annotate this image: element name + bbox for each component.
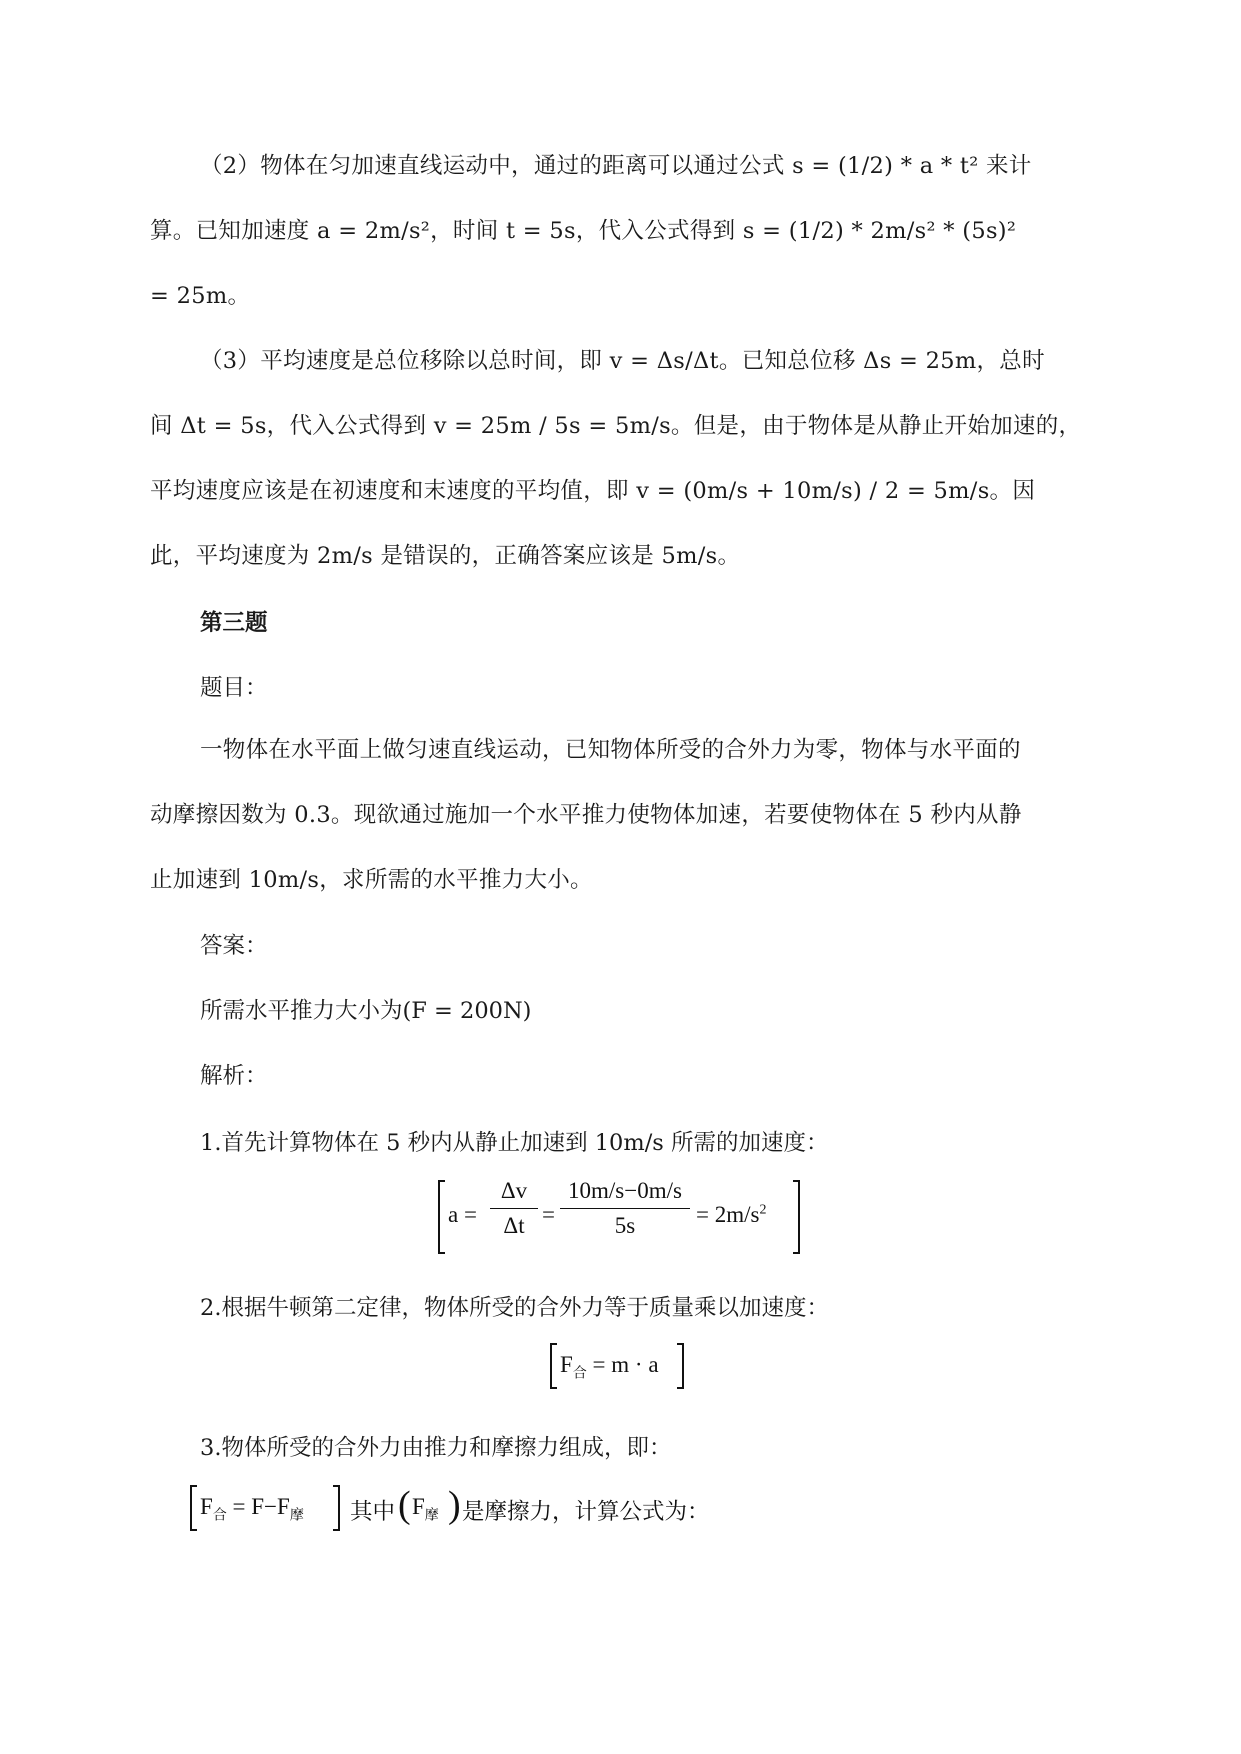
bracket-right [333,1485,340,1531]
eq3-tail: 是摩擦力，计算公式为： [462,1499,710,1525]
part3-line2: 间 Δt = 5s，代入公式得到 v = 25m / 5s = 5m/s。但是，由于物体是从静止开始加速的， [150,413,1082,439]
q3-step1: 1.首先计算物体在 5 秒内从静止加速到 10m/s 所需的加速度： [200,1130,829,1156]
eq3-content: $F_合 = F-F_摩$ [200,1494,304,1524]
eq1-frac1-numerator: Δv [500,1178,528,1203]
eq1-lhs: a = [448,1202,477,1227]
q3-analysis-label: 解析： [200,1063,268,1089]
equation-forces [190,1485,750,1535]
eq3-paren-open: ( [398,1484,411,1526]
eq2-content: $F_合 = m \cdot a$ [560,1352,659,1382]
eq1-rhs: = $2m/s^2$ [696,1202,767,1227]
part2-line1: （2）物体在匀加速直线运动中，通过的距离可以通过公式 s = (1/2) * a * t² 来计 [200,153,1032,179]
q3-question-label: 题目： [200,675,268,701]
q3-answer-label: 答案： [200,933,268,959]
q3-question-line2: 动摩擦因数为 0.3。现欲通过施加一个水平推力使物体加速，若要使物体在 5 秒内从静 [150,802,1022,828]
part2-line2: 算。已知加速度 a = 2m/s²，时间 t = 5s，代入公式得到 s = (1/2) * 2m/s² * (5s)² [150,218,1017,244]
part2-line3: = 25m。 [150,283,251,309]
eq3-mid-text: 其中 [350,1499,396,1525]
eq1-fraction-values [560,1178,690,1239]
eq1-equals: = [542,1202,555,1227]
part2-paragraph [150,134,1095,329]
eq1-frac1-denominator: Δt [503,1213,525,1238]
eq1-frac2-numerator: 10m/s−0m/s [568,1178,682,1203]
eq3-paren-content: $F_摩$ [412,1494,439,1524]
q3-heading: 第三题 [200,610,268,636]
part3-line3: 平均速度应该是在初速度和末速度的平均值，即 v = (0m/s + 10m/s) / 2 = 5m/s。因 [150,478,1036,504]
bracket-left [190,1485,197,1531]
bracket-left [550,1343,557,1389]
bracket-right [793,1180,800,1254]
bracket-right [677,1343,684,1389]
q3-answer-text: 所需水平推力大小为(F = 200N) [200,998,532,1024]
eq1-fraction-delta [490,1178,538,1239]
q3-question-paragraph [150,718,1095,913]
equation-acceleration [438,1178,808,1254]
q3-question-line3: 止加速到 10m/s，求所需的水平推力大小。 [150,867,593,893]
q3-question-line1: 一物体在水平面上做匀速直线运动，已知物体所受的合外力为零，物体与水平面的 [200,737,1021,763]
eq3-paren-close: ) [448,1484,461,1526]
q3-step2: 2.根据牛顿第二定律，物体所受的合外力等于质量乘以加速度： [200,1295,829,1321]
q3-step3: 3.物体所受的合外力由推力和摩擦力组成，即： [200,1435,672,1461]
part3-line4: 此，平均速度为 2m/s 是错误的，正确答案应该是 5m/s。 [150,543,741,569]
equation-newton [550,1343,690,1391]
eq1-frac2-denominator: 5s [614,1213,636,1238]
bracket-left [438,1180,445,1254]
part3-line1: （3）平均速度是总位移除以总时间，即 v = Δs/Δt。已知总位移 Δs = 25m，总时 [200,348,1045,374]
part3-paragraph [150,329,1095,589]
